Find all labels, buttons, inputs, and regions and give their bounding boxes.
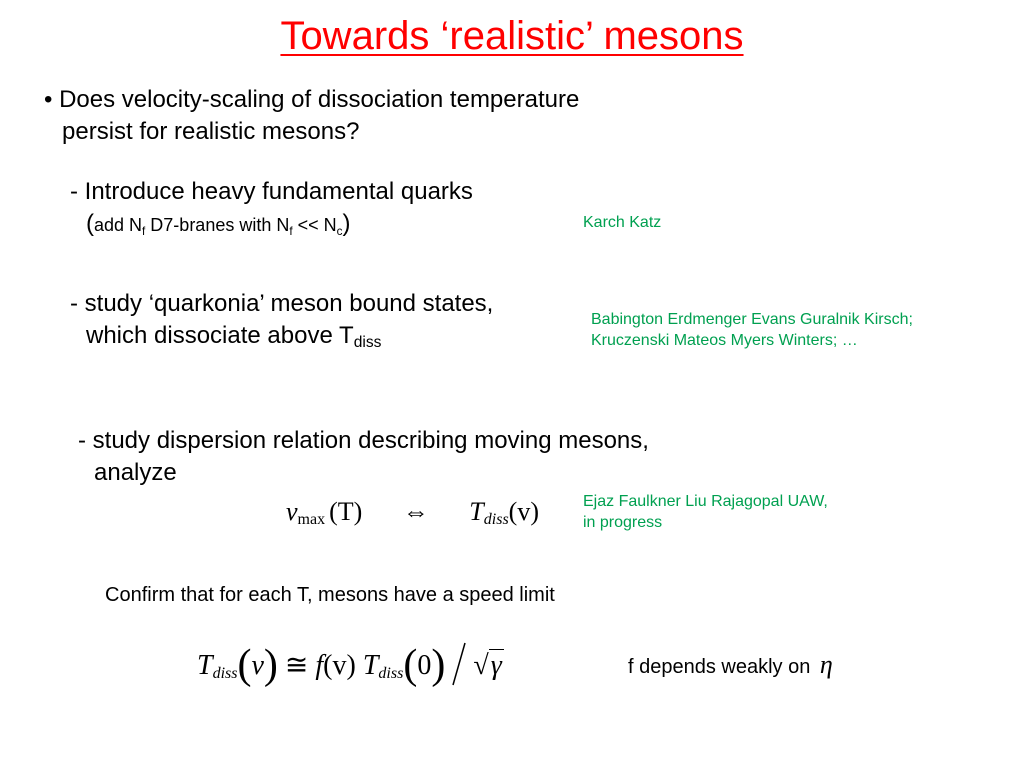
item2-line-2: which dissociate above $T_{diss}$ [86,322,382,351]
item-heavy-quarks [70,176,473,241]
division-slash [452,642,466,686]
bullet-symbol: • [44,86,53,113]
eta-symbol: η [819,650,833,679]
item3-line-1: - study dispersion relation describing moving mesons, [78,427,649,454]
item3-line-2: analyze [94,459,177,486]
bullet-question [44,84,579,148]
confirm-text: Confirm that for each T, mesons have a speed limit [105,584,555,606]
equation-vmax-tdiss: $v_{max}$ (T) ⇔ $T_{diss}(v)$ [286,497,539,528]
item1-line-1: - Introduce heavy fundamental quarks [70,178,473,205]
item1-line-2: (add $N_f$ D7-branes with $N_f << N_c$) [86,210,351,238]
item-dispersion [78,425,649,489]
bullet-line-2: persist for realistic mesons? [62,118,360,145]
equivalence-arrow: ⇔ [402,497,429,526]
sqrt-symbol: √ [473,650,489,681]
citation-karch-katz: Karch Katz [583,214,662,231]
item2-line-1: - study ‘quarkonia’ meson bound states, [70,290,494,317]
item-quarkonia [70,288,493,352]
bullet-line-1: Does velocity-scaling of dissociation temperature [59,86,580,113]
slide-title [0,14,1024,59]
equation-tdiss-scaling: $T_{diss}(v)$ ≅ f(v) $T_{diss}(0)$ √γ [197,642,502,688]
citation-ejaz: Ejaz Faulkner Liu Rajagopal UAW, in progress [583,493,828,531]
note-f-depends: f depends weakly on η [628,650,833,679]
slide-title-text: Towards ‘realistic’ mesons [280,14,744,58]
citation-babington: Babington Erdmenger Evans Guralnik Kirsch; Kruczenski Mateos Myers Winters; … [591,311,913,349]
